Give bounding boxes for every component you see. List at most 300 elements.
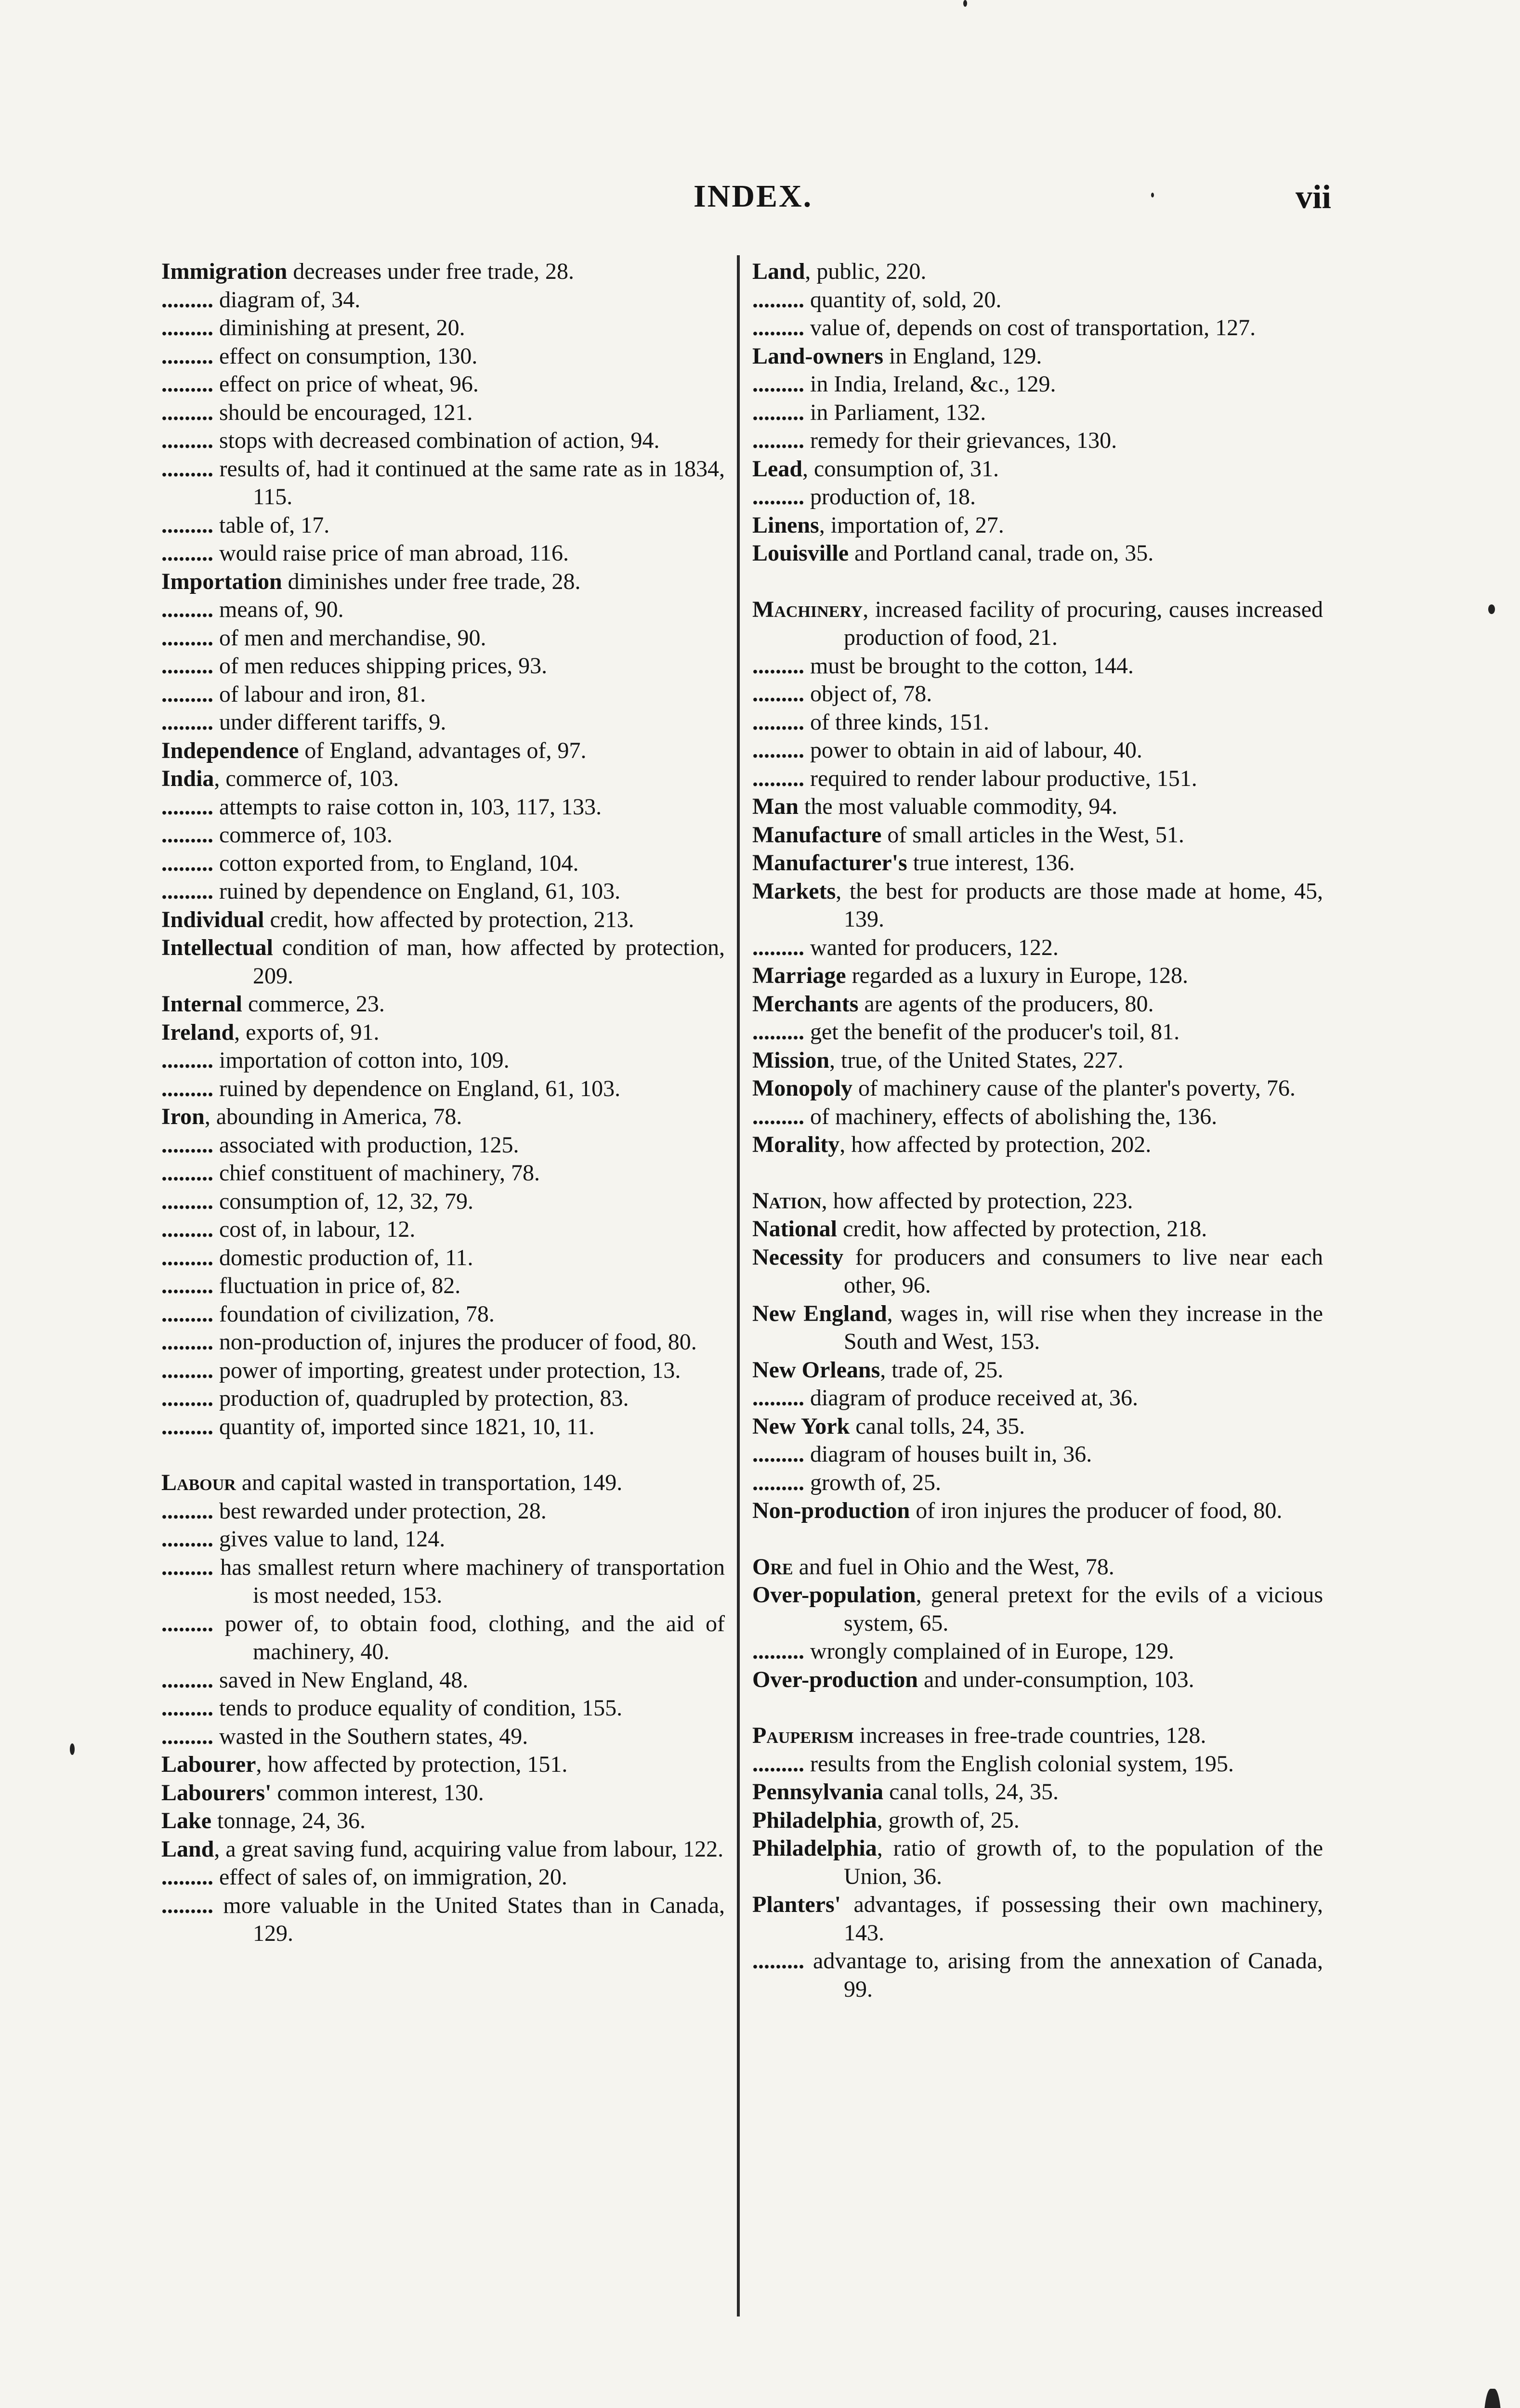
leader-dots: .........: [161, 1217, 213, 1242]
subentry-text: domestic production of, 11.: [219, 1244, 473, 1270]
index-entry: [752, 793, 1323, 821]
leader-dots: .........: [752, 287, 804, 313]
entry-text: regarded as a luxury in Europe, 128.: [846, 963, 1188, 988]
index-subentry: [161, 539, 725, 568]
entry-heading: Importation: [161, 568, 282, 594]
entry-text: of iron injures the producer of food, 80.: [910, 1498, 1283, 1523]
leader-dots: .........: [161, 1667, 213, 1693]
index-subentry: [752, 1018, 1323, 1047]
leader-dots: .........: [752, 765, 804, 791]
leader-dots: .........: [752, 653, 804, 679]
entry-heading: Over-population: [752, 1582, 916, 1608]
index-entry: [752, 455, 1323, 484]
index-subentry: [161, 1863, 725, 1892]
index-subentry: [161, 1300, 725, 1329]
entry-heading: Immigration: [161, 259, 288, 284]
entry-heading: Over-production: [752, 1666, 918, 1692]
subentry-text: effect on consumption, 130.: [219, 343, 478, 369]
leader-dots: .........: [161, 1160, 213, 1186]
index-subentry: [752, 934, 1323, 962]
entry-text: , growth of, 25.: [877, 1807, 1020, 1833]
index-entry: [752, 1778, 1323, 1806]
subentry-text: ruined by dependence on England, 61, 103.: [219, 1075, 621, 1101]
leader-dots: .........: [161, 456, 213, 482]
index-subentry: [161, 1328, 725, 1357]
index-subentry: [161, 877, 725, 906]
subentry-text: should be encouraged, 121.: [219, 399, 473, 425]
leader-dots: .........: [161, 1695, 213, 1721]
entry-text: true interest, 136.: [907, 850, 1075, 876]
index-subentry: [752, 680, 1323, 708]
entry-text: , commerce of, 103.: [214, 766, 399, 791]
subentry-text: importation of cotton into, 109.: [219, 1047, 510, 1073]
index-section-gap: [161, 1441, 725, 1469]
index-section-gap: [752, 1159, 1323, 1187]
leader-dots: .........: [752, 315, 804, 340]
leader-dots: .........: [752, 737, 804, 763]
index-subentry: [161, 1525, 725, 1554]
entry-text: , how affected by protection, 202.: [839, 1132, 1152, 1157]
index-entry: [161, 1469, 725, 1497]
subentry-text: wanted for producers, 122.: [810, 934, 1059, 960]
leader-dots: .........: [752, 1469, 804, 1495]
subentry-text: wrongly complained of in Europe, 129.: [810, 1638, 1174, 1664]
subentry-text: cotton exported from, to England, 104.: [219, 850, 579, 876]
entry-heading: Intellectual: [161, 935, 273, 960]
subentry-text: quantity of, sold, 20.: [810, 287, 1002, 313]
entry-heading: Necessity: [752, 1244, 844, 1270]
index-entry: [752, 1243, 1323, 1300]
subentry-text: get the benefit of the producer's toil, 81.: [810, 1019, 1180, 1045]
index-subentry: [752, 1103, 1323, 1131]
leader-dots: .........: [161, 850, 213, 876]
index-subentry: [752, 1637, 1323, 1666]
index-entry: [161, 765, 725, 793]
leader-dots: .........: [161, 653, 213, 679]
leader-dots: .........: [752, 709, 804, 735]
index-subentry: [161, 652, 725, 681]
subentry-text: value of, depends on cost of transportation, 127.: [810, 315, 1256, 340]
entry-text: commerce, 23.: [242, 991, 385, 1017]
leader-dots: .........: [752, 484, 804, 510]
index-entry: [752, 1666, 1323, 1694]
subentry-text: stops with decreased combination of action, 94.: [219, 428, 660, 453]
subentry-text: production of, 18.: [810, 484, 976, 510]
index-subentry: [161, 286, 725, 314]
index-column-left: [161, 258, 725, 1948]
index-subentry: [752, 399, 1323, 427]
subentry-text: power of, to obtain food, clothing, and the aid of machinery, 40.: [224, 1610, 725, 1664]
subentry-text: best rewarded under protection, 28.: [219, 1498, 547, 1524]
entry-heading: Philadelphia: [752, 1807, 877, 1833]
index-subentry: [161, 624, 725, 653]
leader-dots: .........: [752, 1385, 804, 1411]
index-subentry: [161, 1188, 725, 1216]
entry-heading: Planters': [752, 1892, 841, 1917]
index-entry: [752, 258, 1323, 286]
index-subentry: [752, 286, 1323, 314]
index-entry: [752, 1806, 1323, 1835]
subentry-text: commerce of, 103.: [219, 822, 393, 848]
index-subentry: [752, 1384, 1323, 1413]
index-subentry: [161, 850, 725, 878]
index-entry: [752, 821, 1323, 850]
entry-heading: New England: [752, 1300, 887, 1326]
index-subentry: [161, 1272, 725, 1300]
entry-heading: Ireland: [161, 1019, 235, 1045]
entry-text: , exports of, 91.: [234, 1019, 380, 1045]
entry-heading: Pennsylvania: [752, 1779, 884, 1805]
subentry-text: associated with production, 125.: [219, 1132, 519, 1158]
entry-heading: Manufacturer's: [752, 850, 907, 876]
index-subentry: [752, 483, 1323, 511]
index-entry: [752, 1187, 1323, 1216]
index-entry: [161, 1103, 725, 1131]
entry-heading: Non-production: [752, 1498, 910, 1523]
index-subentry: [161, 1497, 725, 1526]
leader-dots: .........: [161, 625, 213, 651]
index-entry: [161, 1807, 725, 1835]
page-header: [0, 178, 1520, 222]
subentry-text: results from the English colonial system, 195.: [810, 1751, 1234, 1777]
subentry-text: advantage to, arising from the annexation of Canada, 99.: [813, 1948, 1323, 2002]
entry-text: condition of man, how affected by protection, 209.: [253, 935, 725, 989]
leader-dots: .........: [161, 399, 213, 425]
entry-text: canal tolls, 24, 35.: [883, 1779, 1059, 1805]
entry-heading: Lake: [161, 1808, 212, 1833]
index-entry: [752, 1581, 1323, 1637]
index-subentry: [161, 1131, 725, 1160]
entry-text: diminishes under free trade, 28.: [282, 568, 581, 594]
index-subentry: [752, 1947, 1323, 2003]
index-column-right: [752, 258, 1323, 2003]
index-subentry: [161, 314, 725, 342]
subentry-text: in Parliament, 132.: [810, 399, 986, 425]
index-subentry: [752, 427, 1323, 455]
entry-heading: Ore: [752, 1554, 793, 1580]
entry-heading: Louisville: [752, 540, 849, 566]
leader-dots: .........: [752, 1019, 804, 1045]
column-divider: [737, 255, 740, 2316]
index-entry: [752, 1215, 1323, 1243]
index-subentry: [752, 1440, 1323, 1469]
ink-speck: [1483, 2389, 1502, 2408]
page-title: INDEX.: [694, 179, 813, 214]
index-entry: [752, 539, 1323, 568]
entry-heading: Labourer: [161, 1752, 256, 1777]
index-entry: [161, 934, 725, 990]
leader-dots: .........: [161, 822, 213, 848]
subentry-text: table of, 17.: [219, 512, 330, 538]
index-entry: [752, 1047, 1323, 1075]
index-entry: [161, 990, 725, 1019]
entry-text: are agents of the producers, 80.: [858, 991, 1154, 1017]
entry-text: and Portland canal, trade on, 35.: [849, 540, 1154, 566]
subentry-text: of men reduces shipping prices, 93.: [219, 653, 548, 679]
entry-heading: Marriage: [752, 963, 846, 988]
subentry-text: more valuable in the United States than in Canada, 129.: [223, 1892, 725, 1946]
entry-text: decreases under free trade, 28.: [287, 259, 574, 284]
entry-heading: Nation: [752, 1188, 822, 1214]
index-entry: [752, 1834, 1323, 1891]
index-entry: [161, 258, 725, 286]
leader-dots: .........: [161, 512, 213, 538]
subentry-text: results of, had it continued at the same rate as in 1834, 115.: [219, 456, 725, 510]
subentry-text: cost of, in labour, 12.: [219, 1217, 416, 1242]
entry-heading: Monopoly: [752, 1075, 853, 1101]
index-subentry: [752, 652, 1323, 681]
leader-dots: .........: [161, 1386, 213, 1411]
index-subentry: [161, 399, 725, 427]
subentry-text: foundation of civilization, 78.: [219, 1301, 495, 1327]
subentry-text: power of importing, greatest under protection, 13.: [219, 1357, 681, 1383]
leader-dots: .........: [161, 1244, 213, 1270]
entry-text: , trade of, 25.: [880, 1357, 1004, 1383]
index-entry: [752, 342, 1323, 371]
entry-text: in England, 129.: [883, 343, 1042, 369]
entry-text: , a great saving fund, acquiring value from labour, 122.: [214, 1836, 724, 1862]
index-subentry: [161, 1244, 725, 1272]
entry-text: advantages, if possessing their own machinery, 143.: [840, 1892, 1323, 1946]
leader-dots: .........: [161, 1554, 213, 1580]
leader-dots: .........: [161, 1723, 213, 1749]
entry-heading: New York: [752, 1413, 850, 1439]
subentry-text: of labour and iron, 81.: [219, 681, 426, 707]
subentry-text: diagram of produce received at, 36.: [810, 1385, 1139, 1411]
leader-dots: .........: [752, 1441, 804, 1467]
subentry-text: chief constituent of machinery, 78.: [219, 1160, 540, 1186]
leader-dots: .........: [161, 287, 213, 313]
leader-dots: .........: [161, 343, 213, 369]
entry-heading: National: [752, 1216, 838, 1242]
entry-heading: Man: [752, 794, 799, 819]
subentry-text: gives value to land, 124.: [219, 1526, 446, 1552]
index-subentry: [161, 1610, 725, 1666]
index-entry: [752, 1891, 1323, 1947]
subentry-text: under different tariffs, 9.: [219, 709, 446, 735]
index-subentry: [752, 1750, 1323, 1779]
leader-dots: .........: [161, 1610, 213, 1636]
entry-heading: Manufacture: [752, 822, 882, 848]
index-entry: [752, 1074, 1323, 1103]
entry-text: for producers and consumers to live near each other, 96.: [843, 1244, 1323, 1298]
index-subentry: [752, 314, 1323, 342]
leader-dots: .........: [161, 878, 213, 904]
index-subentry: [161, 1075, 725, 1103]
ink-speck: [1151, 193, 1154, 197]
index-entry: [752, 849, 1323, 877]
entry-heading: Individual: [161, 906, 264, 932]
entry-text: common interest, 130.: [271, 1780, 484, 1806]
leader-dots: .........: [161, 1329, 213, 1355]
subentry-text: required to render labour productive, 151.: [810, 765, 1197, 791]
index-subentry: [752, 765, 1323, 793]
index-entry: [752, 1497, 1323, 1525]
subentry-text: growth of, 25.: [810, 1469, 941, 1495]
index-subentry: [161, 1413, 725, 1441]
leader-dots: .........: [752, 681, 804, 707]
entry-text: and capital wasted in transportation, 149.: [236, 1470, 623, 1495]
subentry-text: has smallest return where machinery of transportation is most needed, 153.: [220, 1554, 725, 1608]
index-subentry: [161, 342, 725, 371]
index-subentry: [161, 1892, 725, 1948]
subentry-text: diagram of houses built in, 36.: [810, 1441, 1092, 1467]
index-subentry: [161, 1159, 725, 1188]
ink-speck: [963, 0, 967, 7]
index-subentry: [161, 1666, 725, 1695]
index-entry: [161, 1835, 725, 1864]
entry-heading: India: [161, 766, 214, 791]
leader-dots: .........: [161, 1357, 213, 1383]
index-section-gap: [752, 1525, 1323, 1553]
entry-heading: Markets: [752, 878, 836, 904]
entry-text: , how affected by protection, 151.: [256, 1752, 568, 1777]
entry-text: of small articles in the West, 51.: [881, 822, 1184, 848]
entry-heading: Iron: [161, 1104, 205, 1129]
entry-text: , ratio of growth of, to the population of the Union, 36.: [844, 1835, 1323, 1889]
subentry-text: diminishing at present, 20.: [219, 315, 465, 340]
index-entry: [752, 1131, 1323, 1159]
subentry-text: object of, 78.: [810, 681, 932, 707]
leader-dots: .........: [752, 1751, 804, 1777]
index-entry: [752, 877, 1323, 934]
leader-dots: .........: [161, 709, 213, 735]
leader-dots: .........: [752, 934, 804, 960]
index-subentry: [161, 1694, 725, 1723]
index-entry: [161, 1779, 725, 1807]
leader-dots: .........: [752, 399, 804, 425]
index-entry: [752, 1356, 1323, 1385]
entry-text: , wages in, will rise when they increase in the South and West, 153.: [844, 1300, 1323, 1354]
subentry-text: fluctuation in price of, 82.: [219, 1273, 461, 1298]
entry-heading: Mission: [752, 1047, 830, 1073]
subentry-text: diagram of, 34.: [219, 287, 361, 313]
entry-heading: Merchants: [752, 991, 859, 1017]
index-entry: [752, 962, 1323, 990]
index-subentry: [752, 1469, 1323, 1497]
entry-text: credit, how affected by protection, 218.: [837, 1216, 1207, 1242]
entry-text: and under-consumption, 103.: [918, 1666, 1194, 1692]
entry-heading: Labour: [161, 1470, 236, 1495]
index-subentry: [752, 736, 1323, 765]
subentry-text: wasted in the Southern states, 49.: [219, 1723, 528, 1749]
index-entry: [161, 906, 725, 934]
entry-text: of machinery cause of the planter's poverty, 76.: [852, 1075, 1296, 1101]
entry-text: increases in free-trade countries, 128.: [853, 1723, 1206, 1748]
entry-text: , the best for products are those made at home, 45, 139.: [836, 878, 1323, 932]
entry-text: , true, of the United States, 227.: [829, 1047, 1124, 1073]
index-subentry: [161, 1385, 725, 1413]
entry-text: credit, how affected by protection, 213.: [264, 906, 634, 932]
leader-dots: .........: [161, 1273, 213, 1298]
entry-heading: Philadelphia: [752, 1835, 877, 1861]
entry-text: , abounding in America, 78.: [204, 1104, 462, 1129]
subentry-text: attempts to raise cotton in, 103, 117, 133.: [219, 794, 602, 820]
entry-heading: Labourers': [161, 1780, 272, 1806]
leader-dots: .........: [752, 1103, 804, 1129]
subentry-text: production of, quadrupled by protection, 83.: [219, 1386, 629, 1411]
leader-dots: .........: [161, 315, 213, 340]
entry-text: and fuel in Ohio and the West, 78.: [793, 1554, 1114, 1580]
entry-heading: Morality: [752, 1132, 840, 1157]
entry-heading: Lead: [752, 456, 803, 482]
index-entry: [752, 511, 1323, 540]
entry-heading: Land: [752, 259, 805, 284]
entry-heading: Machinery: [752, 596, 863, 622]
index-entry: [752, 990, 1323, 1019]
entry-heading: Land-owners: [752, 343, 884, 369]
index-subentry: [161, 1047, 725, 1075]
subentry-text: saved in New England, 48.: [219, 1667, 469, 1693]
leader-dots: .........: [752, 428, 804, 453]
leader-dots: .........: [161, 1526, 213, 1552]
index-entry: [752, 1722, 1323, 1750]
subentry-text: power to obtain in aid of labour, 40.: [810, 737, 1142, 763]
index-entry: [752, 1300, 1323, 1356]
leader-dots: .........: [161, 1892, 213, 1918]
entry-text: canal tolls, 24, 35.: [850, 1413, 1025, 1439]
leader-dots: .........: [161, 681, 213, 707]
subentry-text: non-production of, injures the producer of food, 80.: [219, 1329, 697, 1355]
leader-dots: .........: [161, 1188, 213, 1214]
index-entry: [752, 596, 1323, 652]
subentry-text: consumption of, 12, 32, 79.: [219, 1188, 473, 1214]
index-subentry: [161, 511, 725, 540]
ink-speck: [1488, 604, 1495, 614]
index-entry: [752, 1413, 1323, 1441]
subentry-text: effect of sales of, on immigration, 20.: [219, 1864, 567, 1890]
index-subentry: [752, 370, 1323, 399]
leader-dots: .........: [752, 1948, 804, 1974]
index-entry: [161, 737, 725, 765]
subentry-text: remedy for their grievances, 130.: [810, 428, 1117, 453]
subentry-text: of three kinds, 151.: [810, 709, 989, 735]
page-number: vii: [1296, 179, 1331, 216]
index-subentry: [161, 708, 725, 737]
leader-dots: .........: [161, 428, 213, 453]
leader-dots: .........: [161, 1047, 213, 1073]
index-subentry: [161, 370, 725, 399]
subentry-text: would raise price of man abroad, 116.: [219, 540, 569, 566]
index-subentry: [161, 1723, 725, 1751]
index-subentry: [752, 708, 1323, 737]
leader-dots: .........: [161, 540, 213, 566]
index-subentry: [161, 1357, 725, 1385]
subentry-text: means of, 90.: [219, 597, 344, 622]
index-entry: [752, 1553, 1323, 1582]
leader-dots: .........: [161, 794, 213, 820]
entry-text: of England, advantages of, 97.: [299, 737, 587, 763]
index-subentry: [161, 821, 725, 850]
entry-text: , general pretext for the evils of a vicious system, 65.: [844, 1582, 1323, 1636]
entry-heading: New Orleans: [752, 1357, 880, 1383]
subentry-text: tends to produce equality of condition, 155.: [219, 1695, 623, 1721]
index-subentry: [161, 793, 725, 822]
subentry-text: ruined by dependence on England, 61, 103.: [219, 878, 621, 904]
leader-dots: .........: [161, 1132, 213, 1158]
subentry-text: in India, Ireland, &c., 129.: [810, 371, 1056, 397]
leader-dots: .........: [161, 1864, 213, 1890]
entry-heading: Independence: [161, 737, 299, 763]
entry-text: , public, 220.: [805, 259, 927, 284]
entry-text: the most valuable commodity, 94.: [799, 794, 1118, 819]
index-entry: [161, 1019, 725, 1047]
entry-heading: Internal: [161, 991, 242, 1017]
entry-text: , importation of, 27.: [819, 512, 1004, 538]
entry-heading: Linens: [752, 512, 819, 538]
index-subentry: [161, 596, 725, 624]
index-section-gap: [752, 568, 1323, 596]
